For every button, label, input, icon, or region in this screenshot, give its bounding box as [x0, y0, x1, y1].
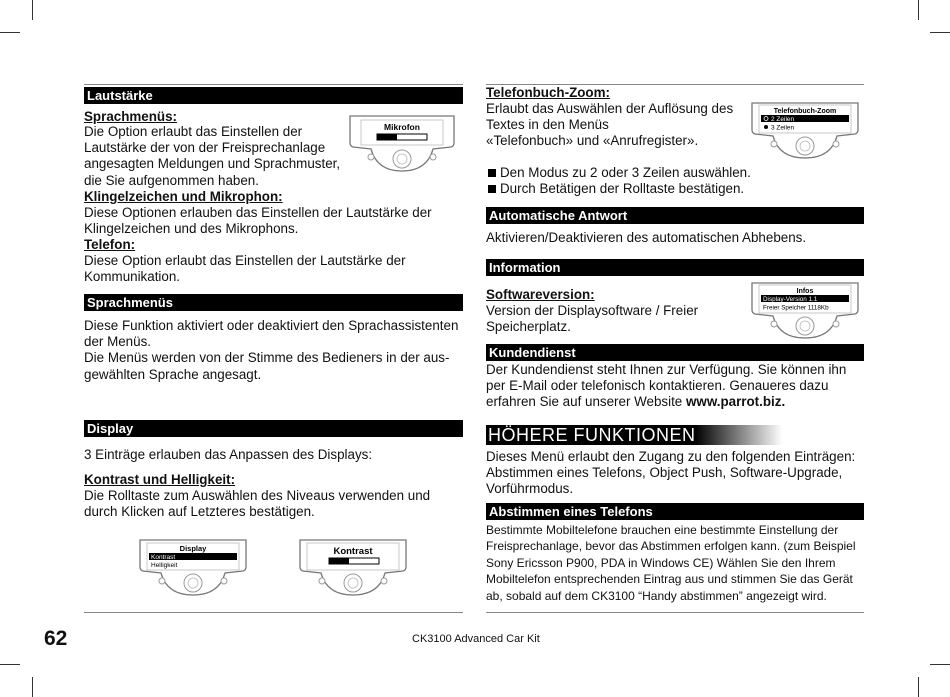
device-title: Display — [179, 544, 207, 553]
crop-mark — [918, 677, 919, 697]
section-header-lautstaerke: Lautstärke — [84, 87, 463, 104]
device-title: Telefonbuch-Zoom — [773, 108, 837, 115]
paragraph-automatische-antwort: Aktivieren/Deaktivieren des automatischen Abhebens. — [486, 230, 807, 245]
device-title: Kontrast — [333, 546, 373, 557]
list-item: Den Modus zu 2 oder 3 Zeilen auswählen. — [488, 165, 858, 181]
paragraph-sprachmenues: Diese Funktion aktiviert oder deaktiviert den Sprachassistenten der Menüs. Die Menüs werden von der Stimme des Bedieners in der aus- gewählten Sprache angesagt. — [84, 318, 459, 382]
crop-mark — [930, 32, 950, 33]
section-header-hoehere-funktionen: HÖHERE FUNKTIONEN — [486, 425, 866, 445]
level-bar-fill — [329, 558, 349, 564]
paragraph-klingelzeichen: Diese Optionen erlauben das Einstellen der Lautstärke der Klingelzeichen und des Mikrophons. — [84, 205, 432, 237]
crop-mark — [32, 0, 33, 20]
page-number: 62 — [44, 627, 68, 650]
crop-mark — [32, 677, 33, 697]
subheading-klingelzeichen: Klingelzeichen und Mikrophon: — [84, 189, 283, 204]
top-rule-left — [84, 84, 463, 85]
device-menu-item: Display-Version 1.1 — [763, 296, 818, 303]
bullet-list-zoom — [488, 165, 858, 197]
level-bar-fill — [377, 134, 397, 140]
device-title: Infos — [796, 288, 814, 295]
subheading-sprachmenues: Sprachmenüs: — [84, 109, 178, 124]
section-header-display: Display — [84, 420, 463, 437]
section-header-kundendienst: Kundendienst — [486, 344, 864, 361]
section-header-information: Information — [486, 259, 864, 276]
device-menu-item: Freier Speicher 1118Kb — [763, 304, 829, 312]
device-menu-item: Helligkeit — [151, 562, 178, 569]
footer-product-name: CK3100 Advanced Car Kit — [412, 633, 540, 645]
subheading-kontrast: Kontrast und Helligkeit: — [84, 472, 236, 487]
paragraph-hoehere-funktionen: Dieses Menü erlaubt den Zugang zu den folgenden Einträgen: Abstimmen eines Telefons, Object Push, Software-Upgrade, Vorführmodus. — [486, 449, 856, 497]
section-header-sprachmenues: Sprachmenüs — [84, 294, 463, 311]
paragraph-sprachmenues-volume: Die Option erlaubt das Einstellen der Lautstärke der von der Freisprechanlage angesagten Meldungen und Sprachmuster, die Sie aufgenommen haben. — [84, 124, 341, 188]
device-illustration-infos — [749, 280, 861, 340]
paragraph-telefon: Diese Option erlaubt das Einstellen der Lautstärke der Kommunikation. — [84, 253, 406, 285]
device-menu-item: Kontrast — [151, 554, 176, 561]
paragraph-telefonbuch-zoom: Erlaubt das Auswählen der Auflösung des Textes in den Menüs «Telefonbuch» und «Anrufregister». — [486, 101, 734, 149]
paragraph-kundendienst: Der Kundendienst steht Ihnen zur Verfügung. Sie können ihn per E-Mail oder telefonisch kontaktieren. Genaueres dazu erfahren Sie auf unserer Website www.parrot.biz. — [486, 362, 847, 410]
square-bullet-icon — [488, 169, 496, 177]
subheading-telefon: Telefon: — [84, 237, 136, 252]
device-illustration-telefonbuch-zoom — [749, 100, 861, 160]
square-bullet-icon — [488, 185, 496, 193]
device-illustration-kontrast — [297, 537, 409, 597]
device-title: Mikrofon — [384, 122, 420, 132]
subheading-telefonbuch-zoom: Telefonbuch-Zoom: — [486, 85, 610, 100]
device-menu-item: 3 Zeilen — [771, 124, 795, 132]
list-item: Durch Betätigen der Rolltaste bestätigen. — [488, 181, 858, 197]
bottom-rule-right — [486, 612, 864, 613]
paragraph-display-intro: 3 Einträge erlauben das Anpassen des Displays: — [84, 447, 373, 462]
website-link[interactable]: www.parrot.biz. — [685, 394, 786, 410]
paragraph-kontrast: Die Rolltaste zum Auswählen des Niveaus verwenden und durch Klicken auf Letzteres bestätigen. — [84, 488, 431, 520]
bottom-rule-left — [84, 612, 463, 613]
subheading-softwareversion: Softwareversion: — [486, 287, 595, 302]
crop-mark — [918, 0, 919, 20]
device-illustration-display-menu — [137, 537, 249, 597]
device-illustration-mikrofon — [347, 113, 457, 173]
crop-mark — [0, 664, 20, 665]
section-header-automatische-antwort: Automatische Antwort — [486, 207, 864, 224]
paragraph-abstimmen: Bestimmte Mobiltelefone brauchen eine bestimmte Einstellung der Freisprechanlage, bevor das Abstimmen erfolgen kann. (zum Beispiel Sony Ericsson P900, PDA in Windows CE) Wählen Sie den Ihrem Mobiltelefon entsprechenden Eintrag aus und stimmen Sie das Gerät ab, sobald auf dem CK3100 “Handy abstimmen” angezeigt wird. — [486, 523, 856, 603]
crop-mark — [930, 664, 950, 665]
section-header-abstimmen: Abstimmen eines Telefons — [486, 503, 864, 520]
crop-mark — [0, 32, 20, 33]
device-menu-item: 2 Zeilen — [771, 116, 795, 123]
paragraph-softwareversion: Version der Displaysoftware / Freier Speicherplatz. — [486, 303, 699, 335]
